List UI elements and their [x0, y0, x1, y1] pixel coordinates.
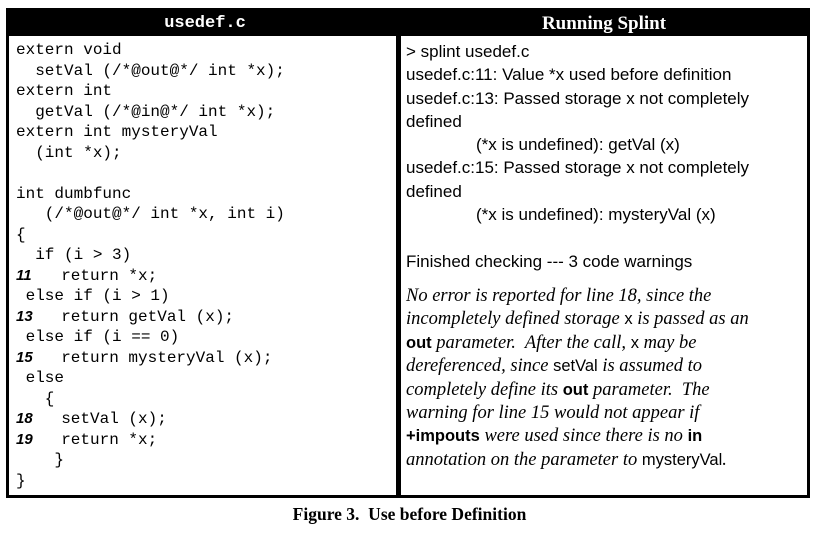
commentary-text: incompletely defined storage — [406, 309, 625, 330]
code-line — [16, 409, 394, 430]
code-line — [16, 389, 394, 410]
commentary-text: is passed as an — [632, 309, 749, 330]
code-line — [16, 266, 394, 287]
code-text: int dumbfunc — [16, 184, 132, 203]
code-line — [16, 204, 394, 225]
commentary-text: completely define its — [406, 379, 563, 400]
code-text: } — [16, 471, 26, 490]
inline-code-term: +impouts — [406, 427, 480, 446]
inline-code-term: x — [630, 333, 639, 352]
commentary-text: . — [722, 449, 727, 470]
code-text: return getVal (x); — [42, 307, 235, 326]
code-line — [16, 327, 394, 348]
inline-code-term: mysteryVal — [641, 450, 723, 469]
code-line — [16, 286, 394, 307]
code-text: extern int — [16, 82, 113, 100]
output-line: usedef.c:13: Passed storage x not completely — [406, 88, 750, 108]
code-line — [16, 348, 394, 369]
output-line — [406, 226, 803, 249]
commentary-text: No error is reported for line 18, since the — [406, 285, 712, 306]
figure-caption: Figure 3. Use before Definition — [292, 504, 527, 524]
commentary-text: may be — [638, 332, 697, 353]
commentary-line — [406, 308, 803, 331]
figure-table — [6, 8, 810, 498]
splint-output-cell — [401, 36, 807, 495]
commentary-text: parameter. After the call, — [431, 332, 631, 353]
code-line — [16, 143, 394, 164]
commentary-line — [406, 402, 803, 425]
code-line — [16, 245, 394, 266]
code-line — [16, 122, 394, 143]
code-text: return *x; — [42, 266, 158, 285]
code-line — [16, 40, 394, 61]
code-line-number: 11 — [16, 266, 32, 284]
code-line — [16, 102, 394, 123]
commentary-line — [406, 355, 803, 378]
code-text: else if (i == 0) — [16, 328, 180, 346]
code-line — [16, 81, 394, 102]
output-line: > splint usedef.c — [406, 42, 530, 61]
inline-code-term: in — [687, 427, 703, 446]
code-line — [16, 430, 394, 451]
code-text: if (i > 3) — [16, 246, 132, 264]
commentary-line — [406, 285, 803, 308]
code-text: (/*@out@*/ int *x, int i) — [16, 205, 285, 223]
commentary-text: annotation on the parameter to — [406, 449, 642, 470]
inline-code-term: x — [624, 310, 633, 329]
code-text: extern int mysteryVal — [16, 123, 218, 141]
table-body-row — [9, 36, 807, 495]
output-line: Finished checking --- 3 code warnings — [406, 251, 693, 271]
commentary-text: dereferenced, since — [406, 356, 554, 377]
code-text: else — [16, 369, 65, 387]
code-text: setVal (x); — [42, 410, 167, 428]
inline-code-term: setVal — [553, 357, 598, 376]
code-line — [16, 163, 394, 184]
table-header-row — [9, 11, 807, 36]
code-text: extern void — [16, 41, 122, 59]
code-text: { — [16, 389, 55, 408]
left-column-header: usedef.c — [164, 14, 246, 33]
code-text: else if (i > 1) — [16, 287, 170, 305]
code-line — [16, 61, 394, 82]
code-line — [16, 225, 394, 246]
splint-output — [406, 40, 803, 273]
code-line — [16, 450, 394, 471]
commentary-line — [406, 425, 803, 448]
code-text: getVal (/*@in@*/ int *x); — [16, 102, 276, 121]
code-listing — [16, 40, 394, 491]
code-line-number: 18 — [16, 410, 33, 427]
code-line-number: 15 — [16, 348, 33, 366]
commentary-line — [406, 379, 803, 402]
commentary-text: warning for line 15 would not appear if — [406, 403, 700, 423]
code-line — [16, 184, 394, 205]
commentary-text: is assumed to — [597, 356, 703, 377]
code-line-number: 13 — [16, 307, 33, 325]
output-line: defined — [406, 111, 462, 131]
output-line: defined — [406, 181, 462, 201]
output-line: usedef.c:11: Value *x used before definition — [406, 65, 732, 85]
code-line — [16, 307, 394, 328]
commentary-text: parameter. The — [588, 379, 710, 400]
right-column-header: Running Splint — [541, 12, 667, 34]
code-line-number: 19 — [16, 430, 33, 448]
inline-code-term: out — [406, 333, 432, 352]
code-text: return *x; — [42, 430, 158, 449]
code-text: setVal (/*@out@*/ int *x); — [16, 61, 285, 80]
commentary — [406, 285, 803, 472]
commentary-line — [406, 332, 803, 355]
output-line: (*x is undefined): mysteryVal (x) — [476, 205, 716, 225]
code-line — [16, 471, 394, 492]
commentary-line — [406, 449, 803, 472]
output-line: usedef.c:15: Passed storage x not completely — [406, 158, 750, 178]
code-line — [16, 368, 394, 389]
code-text: { — [16, 225, 26, 244]
code-text: return mysteryVal (x); — [42, 348, 273, 367]
inline-code-term: out — [562, 380, 589, 399]
output-line: (*x is undefined): getVal (x) — [476, 135, 680, 155]
commentary-text: were used since there is no — [479, 426, 688, 447]
source-code-cell — [9, 36, 401, 495]
code-text: } — [16, 451, 65, 469]
code-text: (int *x); — [16, 143, 122, 162]
